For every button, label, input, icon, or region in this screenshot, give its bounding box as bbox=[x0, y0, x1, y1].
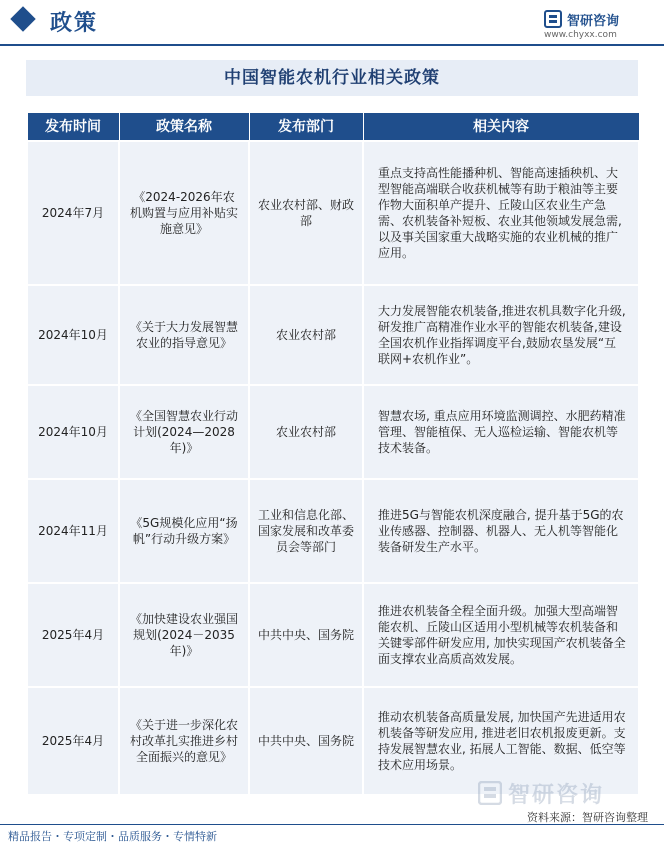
cell-name: 《5G规模化应用“扬帆”行动升级方案》 bbox=[119, 479, 249, 583]
watermark bbox=[478, 778, 648, 808]
cell-dept: 农业农村部 bbox=[249, 285, 363, 385]
cell-dept: 工业和信息化部、国家发展和改革委员会等部门 bbox=[249, 479, 363, 583]
header-dept: 发布部门 bbox=[249, 113, 363, 141]
cell-time: 2024年10月 bbox=[27, 385, 119, 479]
footer-divider bbox=[0, 824, 664, 825]
brand[interactable] bbox=[544, 10, 644, 44]
cell-name: 《加快建设农业强国规划(2024－2035年)》 bbox=[119, 583, 249, 687]
cell-content: 推进5G与智能农机深度融合, 提升基于5G的农业传感器、控制器、机器人、无人机等智能化装备研发生产水平。 bbox=[363, 479, 639, 583]
section-title: 政策 bbox=[50, 11, 99, 36]
header-content: 相关内容 bbox=[363, 113, 639, 141]
cell-dept: 农业农村部 bbox=[249, 385, 363, 479]
watermark-text: 智研咨询 bbox=[508, 783, 605, 808]
cell-name: 《全国智慧农业行动计划(2024—2028年)》 bbox=[119, 385, 249, 479]
cell-content: 重点支持高性能播种机、智能高速插秧机、大型智能高端联合收获机械等有助于粮油等主要作物大面积单产提升、丘陵山区农业生产急需、农机装备补短板、农业其他领域发展急需,以及事关国家重大战略实施的农业机械的推广应用。 bbox=[363, 141, 639, 285]
table-row bbox=[27, 141, 639, 285]
header-name: 政策名称 bbox=[119, 113, 249, 141]
cell-name: 《关于大力发展智慧农业的指导意见》 bbox=[119, 285, 249, 385]
cell-time: 2024年11月 bbox=[27, 479, 119, 583]
cell-name: 《2024-2026年农机购置与应用补贴实施意见》 bbox=[119, 141, 249, 285]
cell-name: 《关于进一步深化农村改革扎实推进乡村全面振兴的意见》 bbox=[119, 687, 249, 795]
cell-dept: 中共中央、国务院 bbox=[249, 583, 363, 687]
table-row bbox=[27, 285, 639, 385]
source-note: 资料来源：智研咨询整理 bbox=[527, 811, 648, 824]
header-divider bbox=[0, 44, 664, 46]
table-row bbox=[27, 583, 639, 687]
cell-content: 大力发展智能农机装备,推进农机具数字化升级,研发推广高精准作业水平的智能农机装备,建设全国农机作业指挥调度平台,鼓励农垦发展“互联网+农机作业”。 bbox=[363, 285, 639, 385]
cell-time: 2024年10月 bbox=[27, 285, 119, 385]
table-header-row bbox=[27, 113, 639, 141]
diamond-icon bbox=[10, 6, 35, 31]
cell-time: 2025年4月 bbox=[27, 687, 119, 795]
cell-content: 推动农机装备高质量发展, 加快国产先进适用农机装备等研发应用, 推进老旧农机报废更新。支持发展智慧农业, 拓展人工智能、数据、低空等技术应用场景。 bbox=[363, 687, 639, 795]
brand-name: 智研咨询 bbox=[567, 14, 620, 29]
cell-dept: 中共中央、国务院 bbox=[249, 687, 363, 795]
cell-dept: 农业农村部、财政部 bbox=[249, 141, 363, 285]
cell-content: 推进农机装备全程全面升级。加强大型高端智能农机、丘陵山区适用小型机械等农机装备和关键零部件研发应用, 加快实现国产农机装备全面支撑农业高质高效发展。 bbox=[363, 583, 639, 687]
table-row bbox=[27, 479, 639, 583]
top-bar bbox=[0, 0, 664, 48]
header-time: 发布时间 bbox=[27, 113, 119, 141]
table-title: 中国智能农机行业相关政策 bbox=[26, 60, 638, 96]
cell-content: 智慧农场, 重点应用环境监测调控、水肥药精准管理、智能植保、无人巡检运输、智能农机等技术装备。 bbox=[363, 385, 639, 479]
logo-icon bbox=[544, 10, 562, 28]
policy-table bbox=[26, 112, 640, 796]
watermark-logo-icon bbox=[478, 781, 502, 805]
brand-url[interactable]: www.chyxx.com bbox=[544, 30, 617, 40]
table-row bbox=[27, 385, 639, 479]
cell-time: 2024年7月 bbox=[27, 141, 119, 285]
cell-time: 2025年4月 bbox=[27, 583, 119, 687]
footer-slogan: 精品报告・专项定制・品质服务・专情特新 bbox=[8, 830, 217, 843]
